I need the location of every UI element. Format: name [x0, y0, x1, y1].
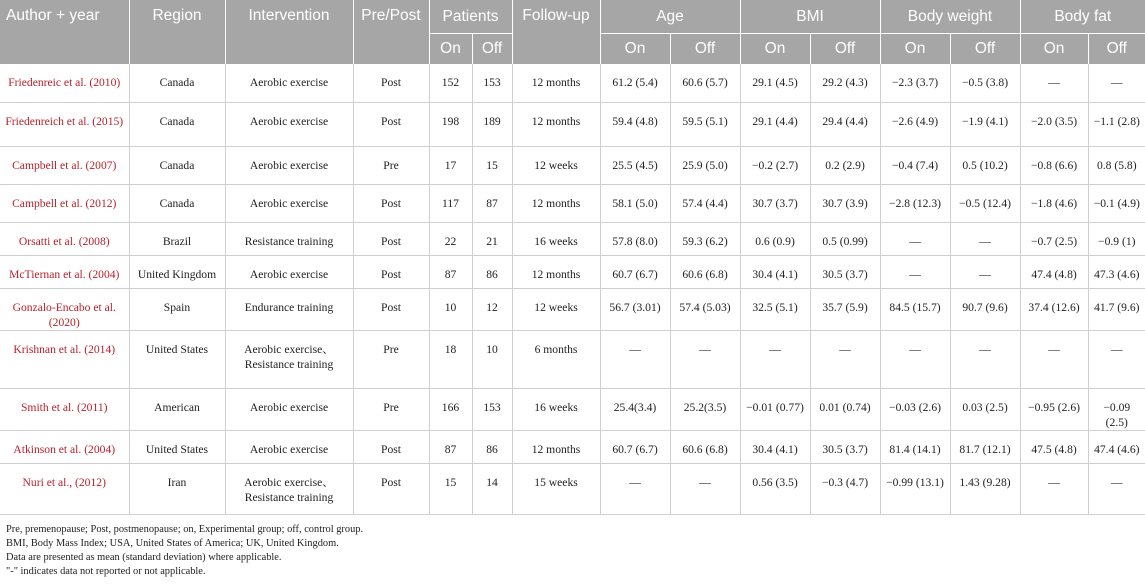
subheader-on: On — [429, 34, 472, 65]
cell-bmi-off: 29.4 (4.4) — [810, 102, 880, 146]
cell-p-on: 152 — [429, 64, 472, 102]
table-row — [0, 463, 1145, 514]
cell-followup: 12 months — [512, 430, 600, 463]
cell-p-off: 153 — [472, 388, 512, 430]
cell-p-on: 10 — [429, 288, 472, 330]
cell-bw-on: −2.3 (3.7) — [880, 64, 950, 102]
header-patients: Patients — [429, 0, 512, 34]
cell-prepost: Pre — [353, 388, 429, 430]
cell-p-off: 15 — [472, 146, 512, 184]
cell-region: Iran — [129, 463, 225, 514]
cell-followup: 12 weeks — [512, 288, 600, 330]
subheader-off: Off — [670, 34, 740, 65]
header-region: Region — [129, 0, 225, 64]
header-followup: Follow-up — [512, 0, 600, 64]
cell-bw-on: — — [880, 255, 950, 288]
cell-age-on: 58.1 (5.0) — [600, 184, 670, 222]
cell-age-on: 57.8 (8.0) — [600, 222, 670, 255]
cell-region: Canada — [129, 184, 225, 222]
cell-followup: 12 months — [512, 102, 600, 146]
cell-bw-on: −0.03 (2.6) — [880, 388, 950, 430]
cell-bw-on: −2.6 (4.9) — [880, 102, 950, 146]
cell-followup: 16 weeks — [512, 222, 600, 255]
subheader-off: Off — [472, 34, 512, 65]
cell-age-off: — — [670, 330, 740, 388]
cell-region: United States — [129, 330, 225, 388]
cell-age-on: 25.5 (4.5) — [600, 146, 670, 184]
cell-bw-off: — — [950, 255, 1020, 288]
cell-p-off: 189 — [472, 102, 512, 146]
cell-age-on: — — [600, 463, 670, 514]
cell-bf-off: — — [1088, 64, 1145, 102]
cell-age-on: 60.7 (6.7) — [600, 430, 670, 463]
cell-age-off: 60.6 (5.7) — [670, 64, 740, 102]
cell-author[interactable]: Friedenreic et al. (2010) — [0, 64, 129, 102]
cell-followup: 12 months — [512, 255, 600, 288]
cell-prepost: Post — [353, 102, 429, 146]
subheader-off: Off — [1088, 34, 1145, 65]
cell-author[interactable]: Campbell et al. (2012) — [0, 184, 129, 222]
cell-bmi-on: 0.56 (3.5) — [740, 463, 810, 514]
cell-bf-off: — — [1088, 330, 1145, 388]
cell-author[interactable]: Orsatti et al. (2008) — [0, 222, 129, 255]
cell-bf-off: 47.3 (4.6) — [1088, 255, 1145, 288]
cell-bmi-off: 35.7 (5.9) — [810, 288, 880, 330]
cell-prepost: Post — [353, 64, 429, 102]
subheader-on: On — [880, 34, 950, 65]
subheader-on: On — [600, 34, 670, 65]
cell-bmi-off: 30.5 (3.7) — [810, 255, 880, 288]
cell-bmi-on: 29.1 (4.5) — [740, 64, 810, 102]
subheader-off: Off — [810, 34, 880, 65]
cell-followup: 12 months — [512, 64, 600, 102]
table-row — [0, 222, 1145, 255]
table-header — [0, 0, 1145, 64]
cell-intervention: Aerobic exercise — [225, 146, 353, 184]
cell-prepost: Pre — [353, 146, 429, 184]
cell-followup: 6 months — [512, 330, 600, 388]
header-bmi: BMI — [740, 0, 880, 34]
header-age: Age — [600, 0, 740, 34]
cell-followup: 15 weeks — [512, 463, 600, 514]
cell-bw-off: −0.5 (12.4) — [950, 184, 1020, 222]
cell-prepost: Post — [353, 184, 429, 222]
cell-author[interactable]: Gonzalo-Encabo et al. (2020) — [0, 288, 129, 330]
cell-bmi-on: −0.01 (0.77) — [740, 388, 810, 430]
cell-bmi-on: 30.7 (3.7) — [740, 184, 810, 222]
cell-author[interactable]: Smith et al. (2011) — [0, 388, 129, 430]
cell-p-off: 14 — [472, 463, 512, 514]
cell-p-off: 86 — [472, 255, 512, 288]
table-row — [0, 430, 1145, 463]
cell-author[interactable]: Nuri et al., (2012) — [0, 463, 129, 514]
cell-age-off: 25.9 (5.0) — [670, 146, 740, 184]
footnote: Data are presented as mean (standard deviation) where applicable. — [6, 551, 282, 563]
cell-bf-on: −1.8 (4.6) — [1020, 184, 1088, 222]
cell-bmi-off: 0.2 (2.9) — [810, 146, 880, 184]
cell-p-on: 166 — [429, 388, 472, 430]
header-intervention: Intervention — [225, 0, 353, 64]
cell-age-on: 25.4(3.4) — [600, 388, 670, 430]
cell-age-on: 56.7 (3.01) — [600, 288, 670, 330]
cell-bmi-off: 0.01 (0.74) — [810, 388, 880, 430]
cell-intervention: Endurance training — [225, 288, 353, 330]
cell-p-on: 15 — [429, 463, 472, 514]
footnote: Pre, premenopause; Post, postmenopause; on, Experimental group; off, control group. — [6, 523, 364, 535]
cell-intervention: Aerobic exercise、Resistance training — [225, 330, 353, 388]
cell-intervention: Resistance training — [225, 222, 353, 255]
cell-intervention: Aerobic exercise — [225, 255, 353, 288]
cell-bf-off: 0.8 (5.8) — [1088, 146, 1145, 184]
cell-intervention: Aerobic exercise — [225, 102, 353, 146]
cell-p-off: 10 — [472, 330, 512, 388]
cell-followup: 12 weeks — [512, 146, 600, 184]
cell-bw-off: −1.9 (4.1) — [950, 102, 1020, 146]
cell-age-off: 60.6 (6.8) — [670, 430, 740, 463]
cell-age-off: 59.3 (6.2) — [670, 222, 740, 255]
header-body-weight: Body weight — [880, 0, 1020, 34]
cell-p-on: 198 — [429, 102, 472, 146]
cell-bmi-off: — — [810, 330, 880, 388]
cell-bf-off: −0.1 (4.9) — [1088, 184, 1145, 222]
table-row — [0, 102, 1145, 146]
cell-p-off: 87 — [472, 184, 512, 222]
cell-region: American — [129, 388, 225, 430]
cell-author[interactable]: Atkinson et al. (2004) — [0, 430, 129, 463]
cell-bw-on: — — [880, 330, 950, 388]
cell-intervention: Aerobic exercise — [225, 184, 353, 222]
cell-bf-on: −0.7 (2.5) — [1020, 222, 1088, 255]
cell-bw-off: 1.43 (9.28) — [950, 463, 1020, 514]
header-author: Author + year — [0, 0, 129, 64]
subheader-on: On — [1020, 34, 1088, 65]
cell-bmi-on: 0.6 (0.9) — [740, 222, 810, 255]
cell-prepost: Pre — [353, 330, 429, 388]
cell-region: Canada — [129, 64, 225, 102]
cell-bw-on: −0.99 (13.1) — [880, 463, 950, 514]
cell-bf-on: 47.4 (4.8) — [1020, 255, 1088, 288]
subheader-on: On — [740, 34, 810, 65]
table-row — [0, 288, 1145, 330]
table-body — [0, 64, 1145, 514]
cell-bw-off: −0.5 (3.8) — [950, 64, 1020, 102]
cell-intervention: Aerobic exercise — [225, 64, 353, 102]
cell-region: United States — [129, 430, 225, 463]
cell-region: Canada — [129, 146, 225, 184]
cell-intervention: Aerobic exercise、Resistance training — [225, 463, 353, 514]
cell-bmi-on: 29.1 (4.4) — [740, 102, 810, 146]
cell-p-on: 117 — [429, 184, 472, 222]
footnote: "-" indicates data not reported or not applicable. — [6, 565, 206, 577]
cell-prepost: Post — [353, 288, 429, 330]
cell-p-on: 18 — [429, 330, 472, 388]
table-footnotes — [0, 515, 1145, 579]
cell-followup: 16 weeks — [512, 388, 600, 430]
header-body-fat: Body fat — [1020, 0, 1145, 34]
cell-bw-off: — — [950, 222, 1020, 255]
cell-bf-off: 47.4 (4.6) — [1088, 430, 1145, 463]
table-row — [0, 64, 1145, 102]
cell-author[interactable]: Campbell et al. (2007) — [0, 146, 129, 184]
cell-bmi-off: 30.5 (3.7) — [810, 430, 880, 463]
table-row — [0, 255, 1145, 288]
table-row — [0, 330, 1145, 388]
cell-followup: 12 months — [512, 184, 600, 222]
cell-intervention: Aerobic exercise — [225, 430, 353, 463]
cell-age-off: — — [670, 463, 740, 514]
cell-p-off: 12 — [472, 288, 512, 330]
cell-region: United Kingdom — [129, 255, 225, 288]
cell-age-off: 59.5 (5.1) — [670, 102, 740, 146]
cell-bw-off: 81.7 (12.1) — [950, 430, 1020, 463]
subheader-off: Off — [950, 34, 1020, 65]
cell-bmi-on: −0.2 (2.7) — [740, 146, 810, 184]
cell-bw-off: 0.5 (10.2) — [950, 146, 1020, 184]
cell-bmi-on: 32.5 (5.1) — [740, 288, 810, 330]
table-row — [0, 184, 1145, 222]
cell-bmi-on: — — [740, 330, 810, 388]
cell-age-on: — — [600, 330, 670, 388]
cell-bw-off: — — [950, 330, 1020, 388]
cell-bf-off: — — [1088, 463, 1145, 514]
cell-bf-on: −0.8 (6.6) — [1020, 146, 1088, 184]
cell-bmi-off: 0.5 (0.99) — [810, 222, 880, 255]
cell-bf-on: — — [1020, 330, 1088, 388]
cell-prepost: Post — [353, 255, 429, 288]
cell-bmi-off: 29.2 (4.3) — [810, 64, 880, 102]
cell-author[interactable]: Friedenreich et al. (2015) — [0, 102, 129, 146]
cell-bmi-on: 30.4 (4.1) — [740, 255, 810, 288]
table-row — [0, 146, 1145, 184]
cell-bw-off: 0.03 (2.5) — [950, 388, 1020, 430]
cell-bf-on: 37.4 (12.6) — [1020, 288, 1088, 330]
cell-bf-on: 47.5 (4.8) — [1020, 430, 1088, 463]
cell-bmi-off: −0.3 (4.7) — [810, 463, 880, 514]
cell-p-on: 87 — [429, 430, 472, 463]
cell-bmi-off: 30.7 (3.9) — [810, 184, 880, 222]
cell-bf-off: 41.7 (9.6) — [1088, 288, 1145, 330]
cell-p-on: 87 — [429, 255, 472, 288]
cell-bf-on: −2.0 (3.5) — [1020, 102, 1088, 146]
table-row — [0, 388, 1145, 430]
cell-author[interactable]: Krishnan et al. (2014) — [0, 330, 129, 388]
cell-bw-off: 90.7 (9.6) — [950, 288, 1020, 330]
cell-bf-off: −0.09 (2.5) — [1088, 388, 1145, 430]
cell-p-on: 22 — [429, 222, 472, 255]
cell-bw-on: 84.5 (15.7) — [880, 288, 950, 330]
footnote: BMI, Body Mass Index; USA, United States of America; UK, United Kingdom. — [6, 537, 339, 549]
cell-bf-on: −0.95 (2.6) — [1020, 388, 1088, 430]
cell-prepost: Post — [353, 222, 429, 255]
cell-bw-on: −0.4 (7.4) — [880, 146, 950, 184]
header-prepost: Pre/Post — [353, 0, 429, 64]
cell-bf-off: −1.1 (2.8) — [1088, 102, 1145, 146]
cell-bw-on: −2.8 (12.3) — [880, 184, 950, 222]
cell-bmi-on: 30.4 (4.1) — [740, 430, 810, 463]
cell-region: Canada — [129, 102, 225, 146]
cell-prepost: Post — [353, 463, 429, 514]
cell-age-off: 60.6 (6.8) — [670, 255, 740, 288]
cell-region: Spain — [129, 288, 225, 330]
cell-age-on: 59.4 (4.8) — [600, 102, 670, 146]
cell-age-off: 57.4 (4.4) — [670, 184, 740, 222]
cell-p-off: 86 — [472, 430, 512, 463]
cell-bw-on: — — [880, 222, 950, 255]
cell-author[interactable]: McTiernan et al. (2004) — [0, 255, 129, 288]
cell-p-on: 17 — [429, 146, 472, 184]
cell-bf-on: — — [1020, 64, 1088, 102]
cell-region: Brazil — [129, 222, 225, 255]
cell-p-off: 21 — [472, 222, 512, 255]
cell-intervention: Aerobic exercise — [225, 388, 353, 430]
cell-bw-on: 81.4 (14.1) — [880, 430, 950, 463]
cell-age-on: 61.2 (5.4) — [600, 64, 670, 102]
cell-prepost: Post — [353, 430, 429, 463]
cell-age-on: 60.7 (6.7) — [600, 255, 670, 288]
cell-bf-on: — — [1020, 463, 1088, 514]
cell-age-off: 57.4 (5.03) — [670, 288, 740, 330]
cell-p-off: 153 — [472, 64, 512, 102]
cell-bf-off: −0.9 (1) — [1088, 222, 1145, 255]
cell-age-off: 25.2(3.5) — [670, 388, 740, 430]
